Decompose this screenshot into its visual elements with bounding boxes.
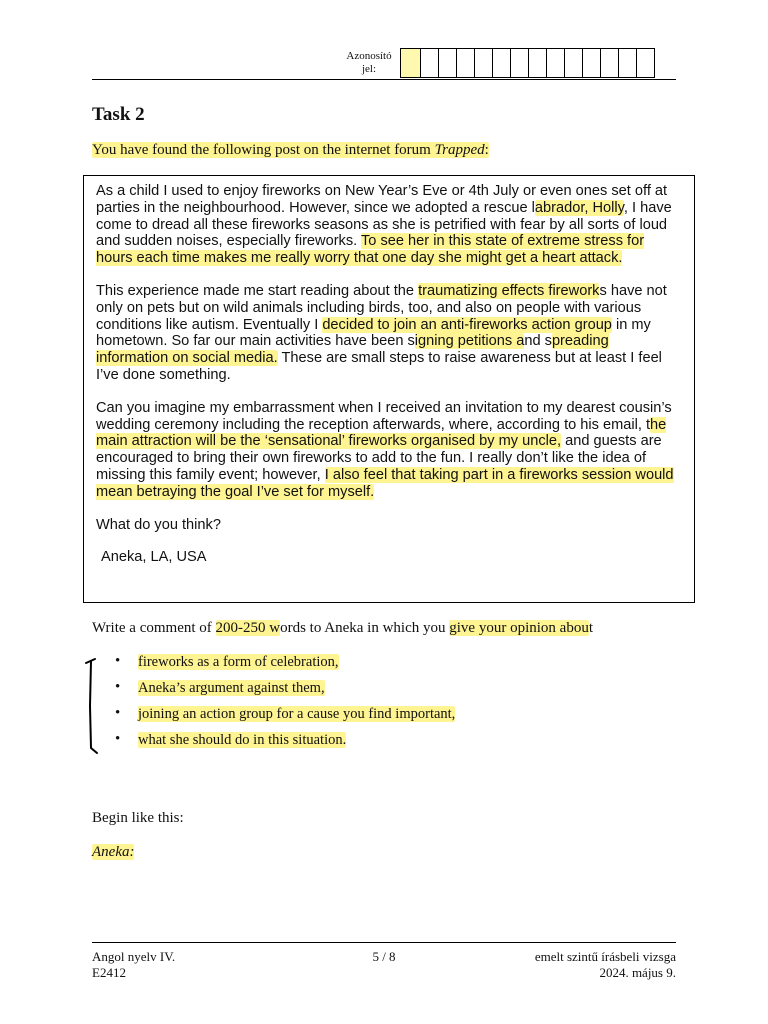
content-point-text: Aneka’s argument against them, [138,680,325,696]
text-segment: nd s [524,333,552,350]
id-label [338,50,400,76]
text-segment: , I have come to dread all these fireworks seasons as she is petrified with fear by all sorts of loud and sudden noises, especially fireworks. [96,199,672,250]
content-points-list [115,654,455,758]
footer-left [92,949,175,981]
post-paragraph-1 [96,183,682,267]
highlighted-text: he main attraction will be the ‘sensational’ fireworks organised by my uncle, [96,416,667,450]
text-segment: t [588,620,593,636]
id-digit-box[interactable] [637,49,655,77]
highlighted-text: preading information on social media. [96,333,609,367]
highlighted-text: give your opinion abou [449,620,589,636]
post-paragraph-2 [96,283,682,384]
header-divider [92,79,676,80]
content-point [115,680,455,706]
id-digit-box[interactable] [583,49,601,77]
id-digit-box[interactable] [457,49,475,77]
content-point [115,654,455,680]
id-digit-box[interactable] [475,49,493,77]
id-digit-box[interactable] [511,49,529,77]
intro-line [92,142,489,159]
begin-label: Begin like this: [92,810,184,826]
intro-highlight [92,142,489,158]
id-digit-box[interactable] [401,49,421,77]
text-segment: These are small steps to raise awareness but at least I feel I’ve done something. [96,350,662,383]
id-digit-box[interactable] [619,49,637,77]
highlighted-text: igning petitions a [414,333,525,350]
id-digit-box[interactable] [547,49,565,77]
intro-colon: : [484,142,489,158]
footer-exam-level: emelt szintű írásbeli vizsga [534,949,676,964]
page-number: 5 / 8 [372,949,396,964]
highlighted-text: 200-250 w [215,620,281,636]
post-paragraph-3 [96,400,682,501]
intro-text: You have found the following post on the internet forum [92,142,435,158]
text-segment: and guests are encouraged to bring their own fireworks to add to the fun. I really don’t like the idea of missing this family event; however, [96,433,662,483]
content-point-text: fireworks as a form of celebration, [138,654,339,670]
footer-date: 2024. május 9. [599,965,676,980]
task-title: Task 2 [92,104,145,125]
footer-divider [92,942,676,943]
handwritten-bracket-mark [82,656,102,756]
id-digit-box[interactable] [421,49,439,77]
text-segment: This experience made me start reading about the [96,282,419,299]
id-digit-box[interactable] [439,49,457,77]
text-segment: s have not only on pets but on wild animals including birds, too, and also on people with various conditions like autism. Eventually I [96,282,667,333]
highlighted-text: I also feel that taking part in a fireworks session would mean betraying the goal I’ve set for myself. [96,466,674,500]
id-label-line1: Azonosító [346,50,392,62]
content-point [115,732,455,758]
writing-instruction [92,620,593,637]
id-input-boxes[interactable] [400,48,655,78]
highlighted-text: abrador, Holly [534,199,624,216]
id-digit-box[interactable] [565,49,583,77]
id-digit-box[interactable] [529,49,547,77]
salutation-text: Aneka: [92,844,135,860]
text-segment: in my hometown. So far our main activities have been s [96,316,651,350]
highlighted-text: decided to join an anti-fireworks action group [322,316,612,333]
text-segment: As a child I used to enjoy fireworks on New Year’s Eve or 4th July or even ones set off at parties in the neighbourhood. However, since we adopted a rescue l [96,183,668,216]
post-signature: Aneka, LA, USA [101,549,207,566]
highlighted-text: To see her in this state of extreme stress for hours each time makes me really worry that one day she might get a heart attack. [96,233,645,267]
footer-right [535,949,676,981]
content-point [115,706,455,732]
text-segment: Can you imagine my embarrassment when I received an invitation to my dearest cousin’s wedding ceremony including the reception afterwards, where, according to his email, t [96,399,672,433]
content-point-text: joining an action group for a cause you find important, [138,706,456,722]
highlighted-text: traumatizing effects firework [418,282,600,299]
id-label-line2: jel: [361,63,377,75]
salutation [92,844,134,861]
footer-code: E2412 [92,965,126,980]
text-segment: ords to Aneka in which you [280,620,450,636]
text-segment: Write a comment of [92,620,216,636]
footer-subject: Angol nyelv IV. [92,949,176,964]
forum-name: Trapped [434,142,485,158]
id-digit-box[interactable] [601,49,619,77]
post-question: What do you think? [96,516,221,533]
id-digit-box[interactable] [493,49,511,77]
content-point-text: what she should do in this situation. [138,732,347,748]
forum-post [83,175,695,603]
